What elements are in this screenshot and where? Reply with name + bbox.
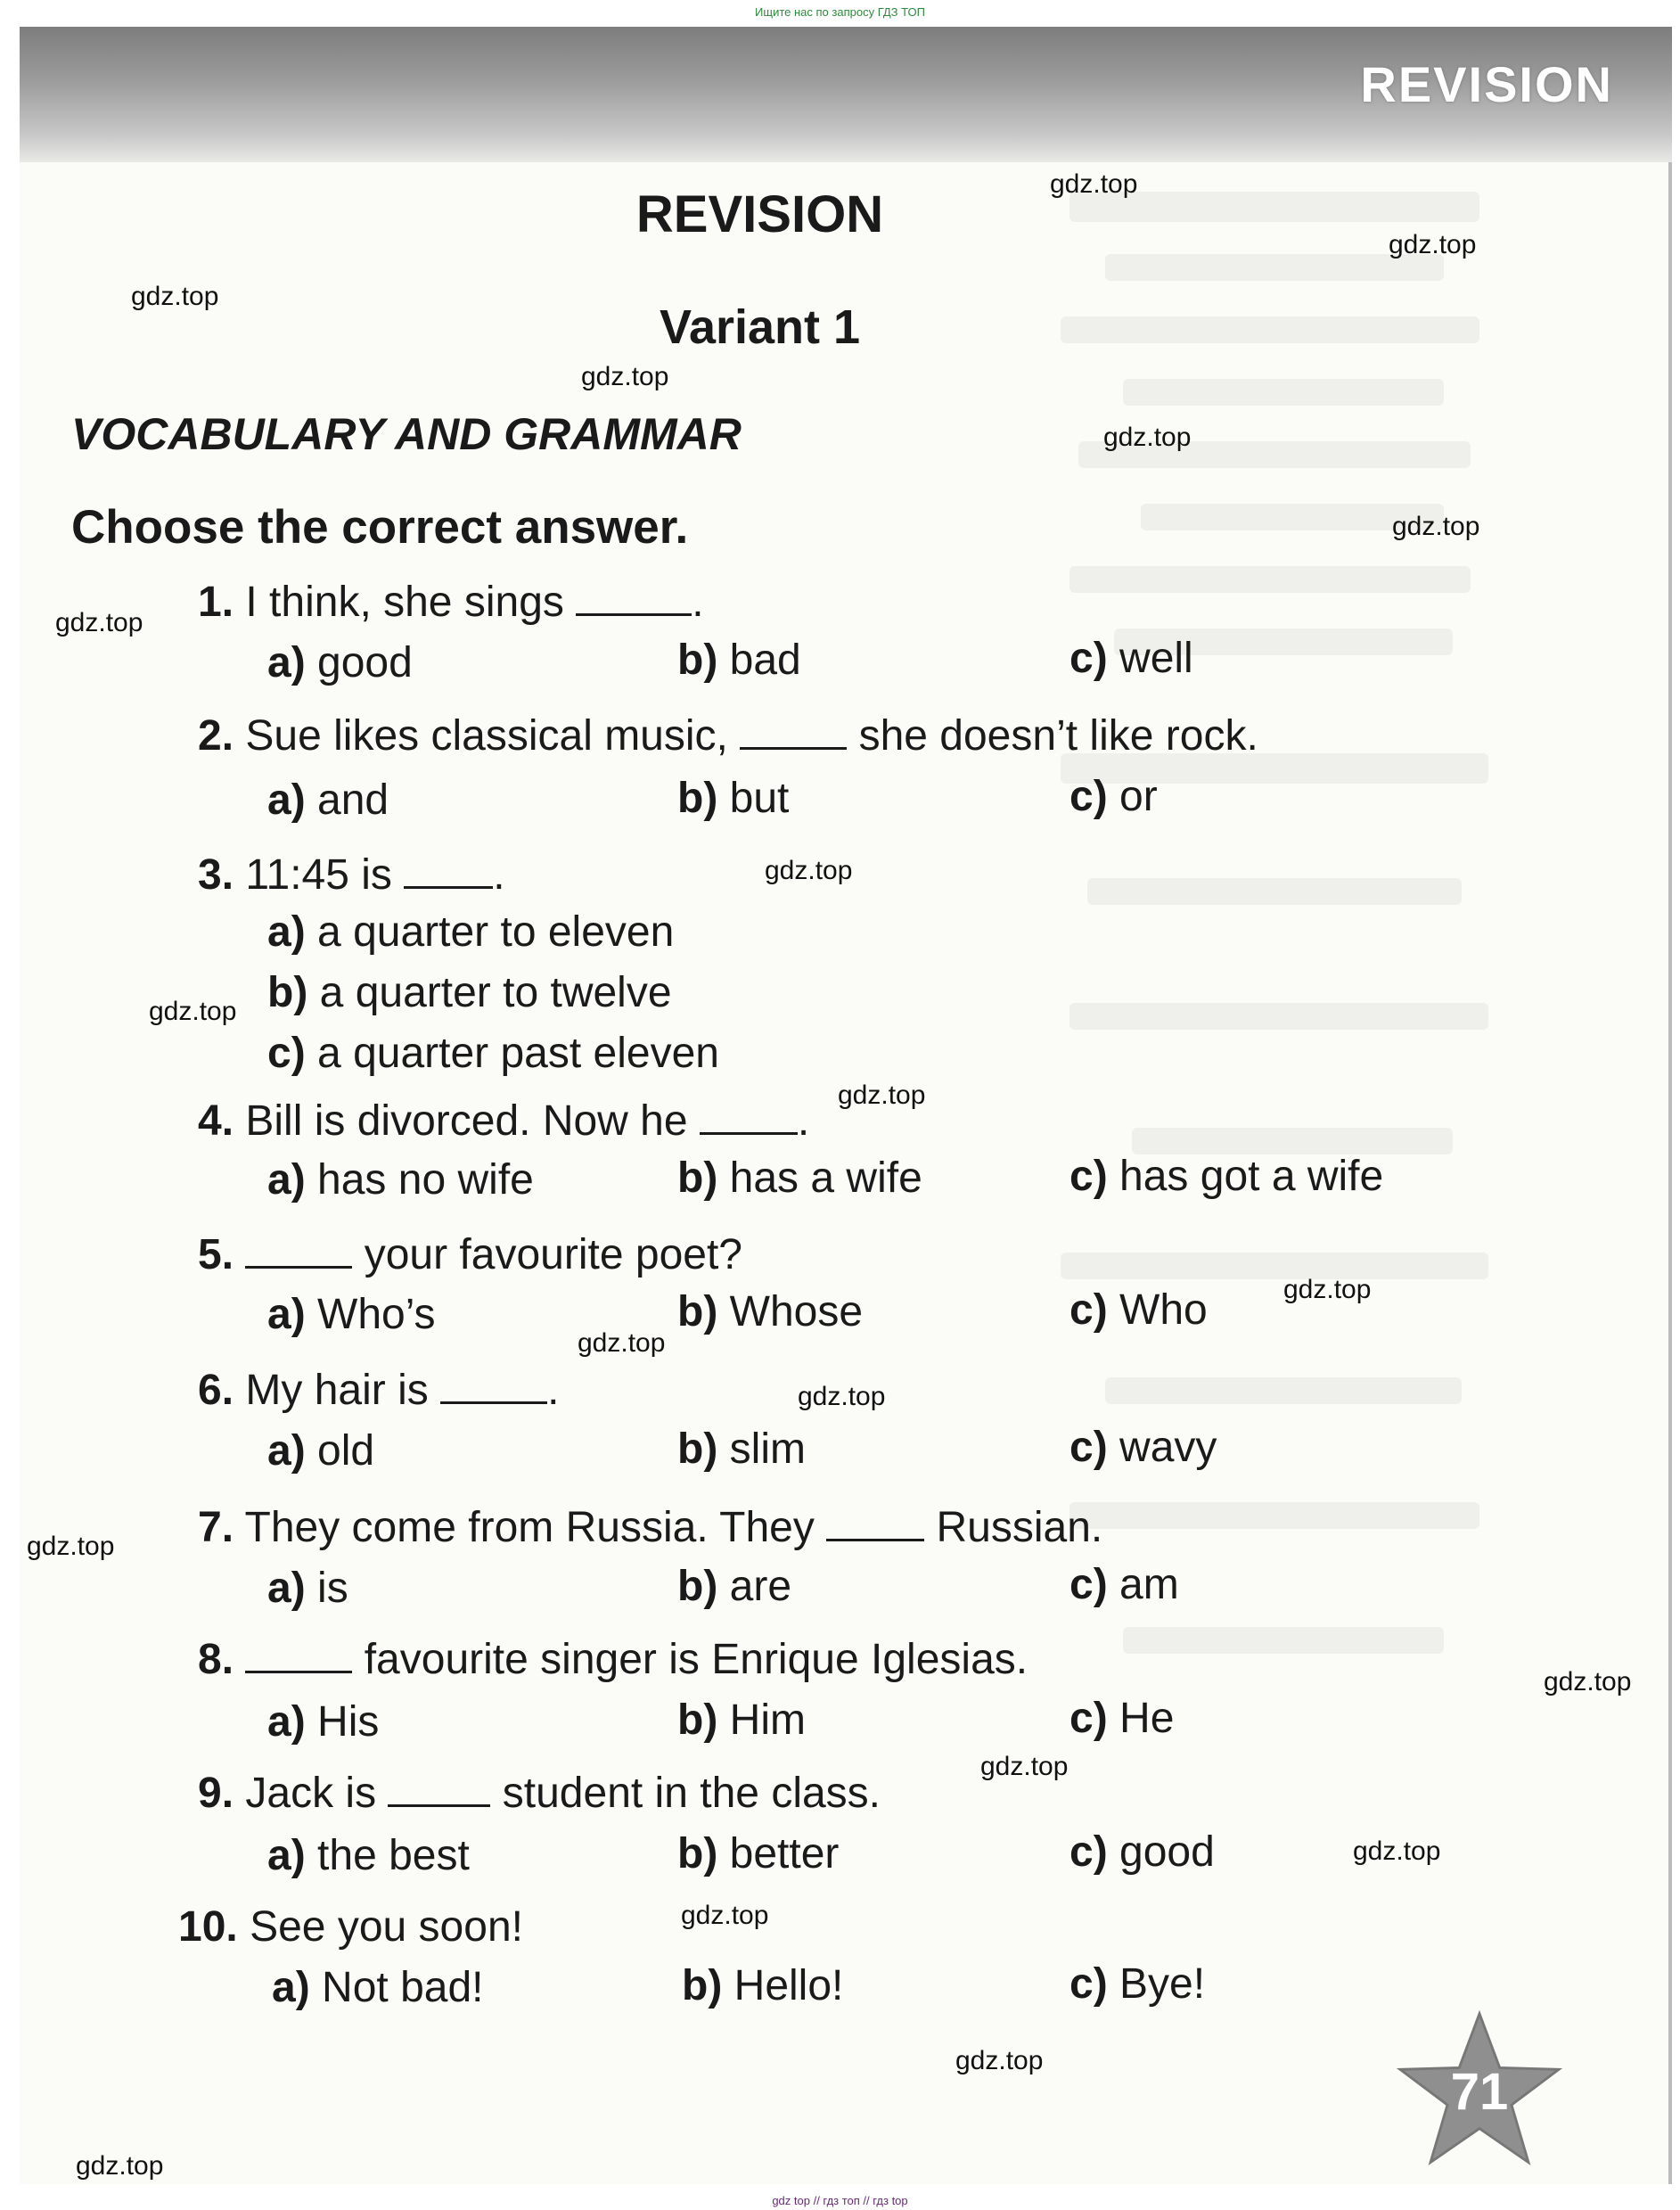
option-text: Who’s: [317, 1291, 436, 1338]
option-text: has got a wife: [1119, 1153, 1384, 1200]
question-text: I think, she sings: [245, 579, 564, 626]
question-number: 7.: [198, 1504, 234, 1551]
option-3c[interactable]: [267, 1029, 719, 1078]
option-letter: b): [677, 637, 718, 684]
watermark: gdz.top: [1050, 169, 1138, 199]
watermark: gdz.top: [578, 1328, 666, 1358]
watermark: gdz.top: [980, 1752, 1069, 1781]
option-text: has no wife: [317, 1156, 534, 1204]
option-text: bad: [729, 637, 801, 684]
top-note: Ищите нас по запросу ГДЗ ТОП: [755, 5, 925, 19]
option-letter: c): [1069, 1828, 1108, 1876]
option-9c[interactable]: [1069, 1828, 1215, 1877]
option-text: has a wife: [729, 1154, 922, 1202]
option-text: Whose: [729, 1288, 864, 1335]
option-2b[interactable]: [677, 774, 789, 823]
option-letter: c): [1069, 1561, 1108, 1608]
option-letter: b): [677, 775, 718, 822]
option-letter: c): [1069, 635, 1108, 682]
watermark: gdz.top: [1544, 1667, 1632, 1697]
option-text: am: [1119, 1561, 1179, 1608]
option-letter: b): [677, 1563, 718, 1610]
option-text: a quarter to eleven: [317, 908, 675, 956]
option-3b[interactable]: [267, 968, 672, 1017]
option-10a[interactable]: [272, 1963, 483, 2012]
option-1b[interactable]: [677, 636, 801, 685]
watermark: gdz.top: [1389, 230, 1477, 259]
watermark: gdz.top: [76, 2151, 164, 2181]
question-text: They come from Russia. They: [244, 1504, 815, 1551]
option-text: is: [317, 1565, 348, 1612]
option-letter: c): [267, 1030, 306, 1077]
option-text: or: [1119, 773, 1158, 820]
option-text: a quarter past eleven: [317, 1030, 719, 1077]
question-text-after: favourite singer is Enrique Iglesias.: [364, 1636, 1028, 1683]
question-number: 3.: [198, 851, 234, 899]
watermark: gdz.top: [131, 282, 219, 311]
answer-blank: [440, 1375, 547, 1404]
watermark: gdz.top: [1353, 1836, 1441, 1866]
option-text: well: [1119, 635, 1193, 682]
option-9a[interactable]: [267, 1831, 470, 1880]
option-letter: a): [267, 908, 306, 956]
option-letter: a): [267, 1156, 306, 1204]
question-number: 8.: [198, 1636, 234, 1683]
option-letter: a): [267, 1427, 306, 1475]
option-2a[interactable]: [267, 776, 389, 825]
question-number: 5.: [198, 1231, 234, 1278]
question-number: 6.: [198, 1367, 234, 1414]
question-text-after: she doesn’t like rock.: [858, 712, 1258, 760]
option-letter: a): [267, 1291, 306, 1338]
watermark: gdz.top: [838, 1080, 926, 1110]
question-text: Sue likes classical music,: [245, 712, 728, 760]
option-text: are: [729, 1563, 792, 1610]
question-1: [198, 578, 704, 627]
banner-title: REVISION: [1360, 56, 1613, 112]
option-letter: c): [1069, 1424, 1108, 1471]
question-number: 1.: [198, 579, 234, 626]
option-letter: c): [1069, 1153, 1108, 1200]
question-text-after: Russian.: [936, 1504, 1103, 1551]
answer-blank: [826, 1512, 924, 1541]
option-letter: a): [267, 1832, 306, 1879]
answer-blank: [245, 1239, 352, 1269]
question-number: 9.: [198, 1770, 234, 1817]
option-letter: c): [1069, 1695, 1108, 1742]
watermark: gdz.top: [149, 997, 237, 1026]
option-1a[interactable]: [267, 638, 413, 687]
option-text: His: [317, 1698, 380, 1746]
option-text: better: [729, 1830, 840, 1877]
option-text: old: [317, 1427, 375, 1475]
option-text: He: [1119, 1695, 1175, 1742]
watermark: gdz.top: [955, 2046, 1044, 2075]
option-letter: a): [267, 639, 306, 686]
option-4b[interactable]: [677, 1154, 922, 1203]
question-text: See you soon!: [250, 1903, 523, 1951]
watermark: gdz.top: [1103, 423, 1192, 452]
option-text: Him: [729, 1697, 806, 1744]
answer-blank: [576, 587, 692, 616]
option-letter: b): [677, 1154, 718, 1202]
option-letter: b): [682, 1962, 723, 2009]
option-text: a quarter to twelve: [319, 969, 672, 1016]
option-letter: a): [267, 776, 306, 824]
question-9: [198, 1769, 881, 1818]
question-text-after: student in the class.: [502, 1770, 881, 1817]
option-5c[interactable]: [1069, 1286, 1208, 1335]
watermark: gdz.top: [681, 1901, 769, 1930]
page-title: REVISION: [635, 185, 884, 243]
page-number: 71: [1450, 2063, 1509, 2121]
question-text-after: .: [692, 579, 704, 626]
option-text: and: [317, 776, 389, 824]
question-6: [198, 1366, 559, 1415]
option-3a[interactable]: [267, 908, 674, 957]
option-letter: b): [267, 969, 308, 1016]
option-text: wavy: [1119, 1424, 1217, 1471]
question-5: [198, 1230, 742, 1279]
answer-blank: [740, 720, 847, 750]
question-text-after: .: [493, 851, 505, 899]
option-8c[interactable]: [1069, 1694, 1174, 1743]
option-letter: c): [1069, 1286, 1108, 1334]
question-text: Bill is divorced. Now he: [245, 1097, 688, 1145]
option-letter: a): [272, 1964, 310, 2011]
option-letter: b): [677, 1697, 718, 1744]
question-number: 4.: [198, 1097, 234, 1145]
section-heading: VOCABULARY AND GRAMMAR: [71, 409, 742, 459]
question-text: 11:45 is: [245, 851, 392, 899]
question-2: [198, 711, 1258, 760]
option-letter: c): [1069, 773, 1108, 820]
option-5b[interactable]: [677, 1287, 863, 1336]
option-letter: b): [677, 1830, 718, 1877]
option-letter: a): [267, 1698, 306, 1746]
option-8a[interactable]: [267, 1697, 379, 1746]
option-text: Bye!: [1119, 1960, 1206, 2008]
question-number: 2.: [198, 712, 234, 760]
option-4c[interactable]: [1069, 1152, 1383, 1201]
answer-blank: [700, 1105, 798, 1135]
question-text-after: .: [797, 1097, 810, 1145]
question-7: [198, 1503, 1102, 1552]
watermark: gdz.top: [581, 362, 669, 391]
question-text: My hair is: [245, 1367, 429, 1414]
answer-blank: [404, 859, 493, 889]
option-letter: b): [677, 1288, 718, 1335]
option-text: good: [317, 639, 413, 686]
option-letter: c): [1069, 1960, 1108, 2008]
option-10c[interactable]: [1069, 1959, 1205, 2009]
option-7c[interactable]: [1069, 1560, 1179, 1609]
option-2c[interactable]: [1069, 772, 1158, 821]
option-6b[interactable]: [677, 1425, 806, 1474]
option-6a[interactable]: [267, 1426, 374, 1475]
option-9b[interactable]: [677, 1829, 839, 1878]
option-text: Hello!: [733, 1962, 844, 2009]
option-text: good: [1119, 1828, 1215, 1876]
option-letter: b): [677, 1425, 718, 1473]
option-text: Not bad!: [322, 1964, 484, 2011]
option-7b[interactable]: [677, 1562, 791, 1611]
option-text: the best: [317, 1832, 470, 1879]
option-6c[interactable]: [1069, 1423, 1217, 1472]
watermark: gdz.top: [55, 608, 143, 637]
question-text-after: .: [547, 1367, 560, 1414]
watermark: gdz.top: [1283, 1275, 1372, 1304]
answer-blank: [388, 1778, 490, 1807]
option-7a[interactable]: [267, 1564, 348, 1613]
watermark: gdz.top: [765, 856, 853, 885]
question-text-after: your favourite poet?: [364, 1231, 742, 1278]
bottom-note: gdz top // гдз топ // гдз top: [772, 2194, 908, 2207]
question-3: [198, 850, 505, 900]
question-text: Jack is: [245, 1770, 377, 1817]
option-text: but: [729, 775, 790, 822]
watermark: gdz.top: [1392, 512, 1480, 541]
question-number: 10.: [178, 1903, 238, 1951]
question-8: [198, 1635, 1028, 1684]
option-4a[interactable]: [267, 1155, 534, 1204]
instruction: Choose the correct answer.: [71, 501, 689, 554]
question-4: [198, 1097, 809, 1146]
option-5a[interactable]: [267, 1290, 436, 1339]
option-text: slim: [729, 1425, 806, 1473]
variant-heading: Variant 1: [659, 300, 861, 354]
question-10: [178, 1902, 523, 1951]
answer-blank: [245, 1644, 352, 1673]
option-1c[interactable]: [1069, 634, 1193, 683]
option-letter: a): [267, 1565, 306, 1612]
option-8b[interactable]: [677, 1696, 806, 1745]
option-10b[interactable]: [682, 1961, 843, 2010]
watermark: gdz.top: [27, 1532, 115, 1561]
option-text: Who: [1119, 1286, 1208, 1334]
watermark: gdz.top: [798, 1382, 886, 1411]
